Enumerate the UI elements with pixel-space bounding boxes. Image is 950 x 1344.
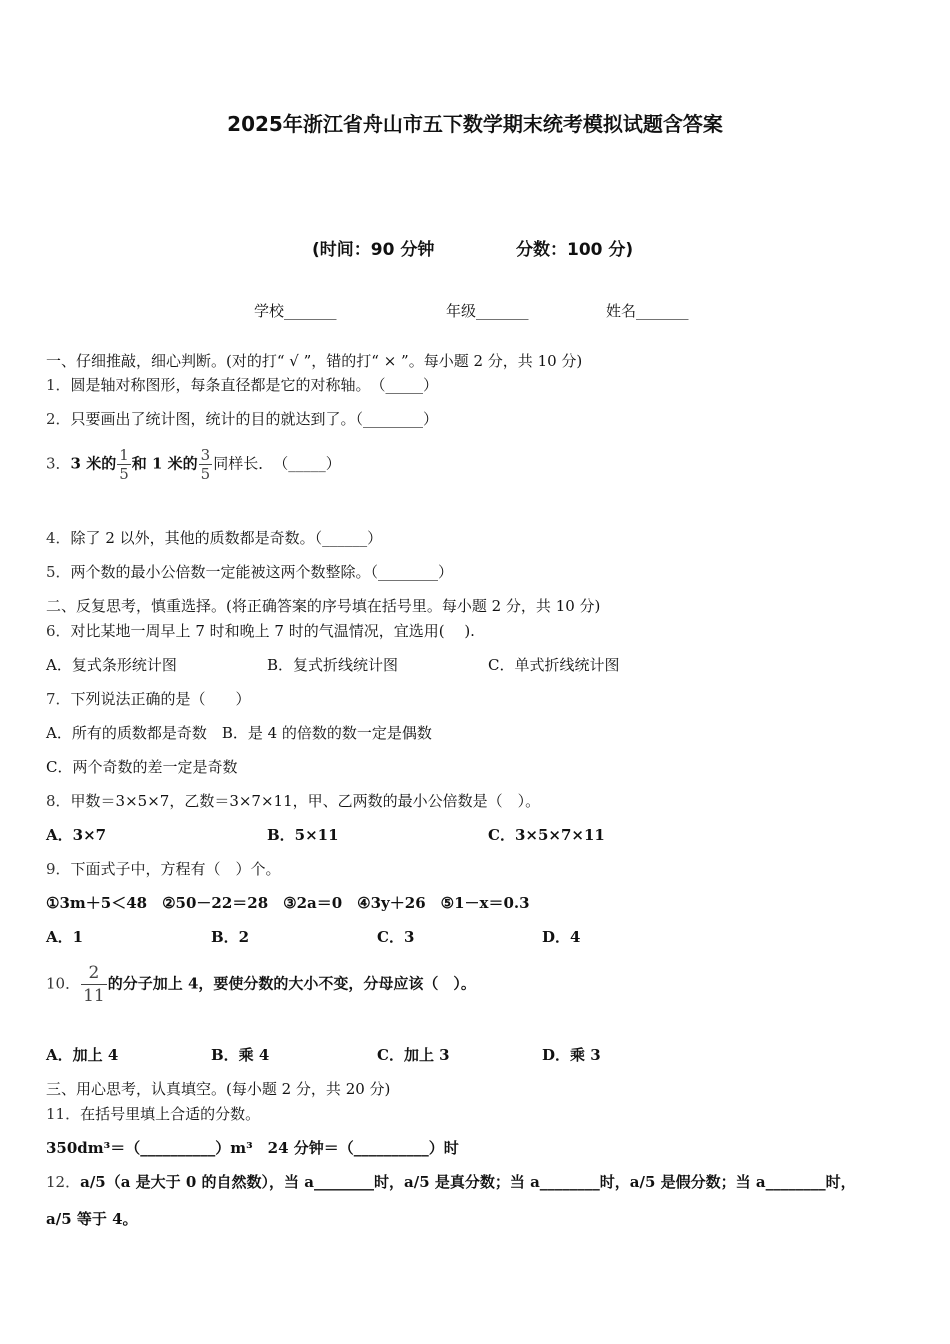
option-c: C．两个奇数的差一定是奇数 — [46, 758, 238, 776]
fill-in-line: 350dm³＝（__________）m³ 24 分钟＝（__________）时 — [46, 1139, 459, 1157]
question-text: 对比某地一周早上 7 时和晚上 7 时的气温情况，宜选用( ). — [70, 622, 475, 640]
option-a: A．复式条形统计图 — [46, 656, 177, 674]
question-text: a/5（a 是大于 0 的自然数），当 a________时，a/5 是真分数；当 a________时，a/5 是假分数；当 a________时， — [80, 1173, 856, 1191]
question-text: 甲数＝3×5×7，乙数＝3×7×11，甲、乙两数的最小公倍数是（ ）。 — [70, 792, 541, 810]
question-12-continuation: a/5 等于 4。 — [46, 1210, 138, 1228]
question-number: 8． — [46, 792, 71, 810]
exam-time: (时间：90 分钟 — [312, 240, 435, 260]
option-a: A．3×7 — [46, 826, 107, 844]
option-b: B．2 — [211, 928, 250, 946]
question-12 — [46, 1172, 856, 1192]
fraction-denominator: 11 — [83, 986, 105, 1006]
fraction-numerator: 2 — [88, 963, 100, 983]
fraction-denominator: 5 — [119, 465, 129, 483]
question-number: 11． — [46, 1105, 81, 1123]
option-d: D．4 — [542, 928, 581, 946]
name-field: 姓名_______ — [606, 302, 689, 320]
option-c: C．3 — [377, 928, 415, 946]
question-text: 同样长． （_____） — [213, 454, 341, 473]
fraction-denominator: 5 — [200, 465, 211, 483]
question-text: 3 米的 — [70, 454, 117, 473]
question-3 — [46, 446, 341, 483]
option-c: C．单式折线统计图 — [488, 656, 620, 674]
section2-header: 二、反复思考，慎重选择。(将正确答案的序号填在括号里。每小题 2 分，共 10 分) — [46, 597, 601, 615]
question-number: 6． — [46, 622, 71, 640]
question-text: 下列说法正确的是（ ） — [70, 690, 251, 708]
question-number: 3． — [46, 454, 71, 473]
option-a: A．1 — [46, 928, 84, 946]
question-text: 两个数的最小公倍数一定能被这两个数整除。（________） — [70, 563, 454, 581]
section3-header: 三、用心思考，认真填空。(每小题 2 分，共 20 分) — [46, 1080, 391, 1098]
question-number: 12． — [46, 1173, 81, 1191]
question-8 — [46, 791, 540, 811]
question-number: 4． — [46, 529, 71, 547]
option-c: C．3×5×7×11 — [488, 826, 605, 844]
question-text: 和 1 米的 — [131, 454, 198, 473]
exam-score: 分数：100 分) — [516, 240, 634, 260]
question-number: 2． — [46, 410, 71, 428]
question-number: 10． — [46, 974, 81, 993]
option-a: A．加上 4 — [46, 1046, 119, 1064]
question-1 — [46, 375, 438, 395]
expression-list: ①3m＋5＜48 ②50－22＝28 ③2a＝0 ④3y＋26 ⑤1－x＝0.3 — [46, 894, 530, 912]
question-number: 9． — [46, 860, 71, 878]
question-10 — [46, 962, 476, 1007]
question-6 — [46, 621, 475, 641]
school-field: 学校_______ — [254, 302, 337, 320]
question-4 — [46, 528, 382, 548]
option-c: C．加上 3 — [377, 1046, 450, 1064]
grade-field: 年级_______ — [446, 302, 529, 320]
question-5 — [46, 562, 453, 582]
question-text: 的分子加上 4，要使分数的大小不变，分母应该（ ）。 — [107, 974, 476, 993]
question-text: 只要画出了统计图，统计的目的就达到了。（________） — [70, 410, 439, 428]
question-number: 7． — [46, 690, 71, 708]
question-7 — [46, 689, 251, 709]
question-text: 下面式子中，方程有（ ）个。 — [70, 860, 281, 878]
section1-header: 一、仔细推敲，细心判断。(对的打“ √ ”，错的打“ × ”。每小题 2 分，共 10 分) — [46, 352, 583, 370]
question-number: 1． — [46, 376, 71, 394]
option-b: B．乘 4 — [211, 1046, 270, 1064]
question-number: 5． — [46, 563, 71, 581]
fraction-3-5 — [199, 446, 213, 483]
question-9 — [46, 859, 281, 879]
question-text: 除了 2 以外，其他的质数都是奇数。（______） — [70, 529, 383, 547]
question-11 — [46, 1104, 260, 1124]
page-title: 2025年浙江省舟山市五下数学期末统考模拟试题含答案 — [227, 112, 723, 136]
question-text: 圆是轴对称图形，每条直径都是它的对称轴。 （_____） — [70, 376, 439, 394]
option-b: B．5×11 — [267, 826, 339, 844]
option-b: B．复式折线统计图 — [267, 656, 399, 674]
question-2 — [46, 409, 438, 429]
fraction-numerator: 1 — [119, 446, 129, 464]
fraction-1-5 — [117, 446, 131, 483]
options-ab: A．所有的质数都是奇数 B．是 4 的倍数的数一定是偶数 — [46, 724, 432, 742]
question-text: 在括号里填上合适的分数。 — [80, 1105, 261, 1123]
fraction-2-11 — [81, 962, 107, 1007]
fraction-numerator: 3 — [200, 446, 211, 464]
option-d: D．乘 3 — [542, 1046, 601, 1064]
